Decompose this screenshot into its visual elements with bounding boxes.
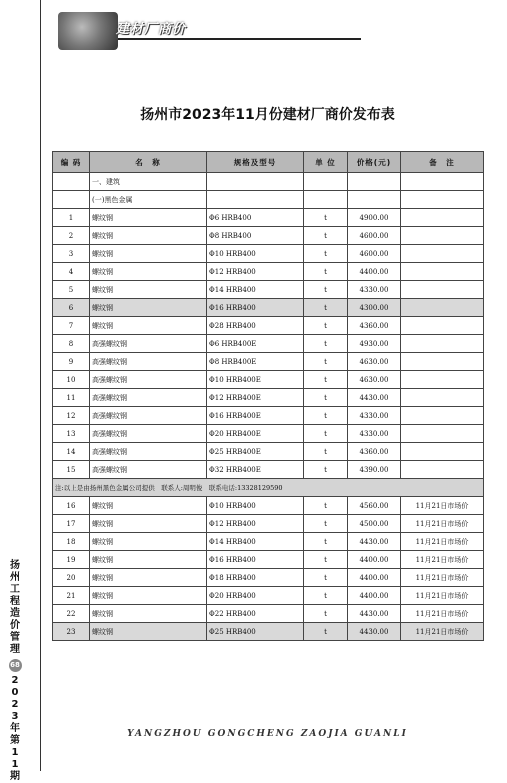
cell-spec: Φ32 HRB400E — [207, 461, 304, 479]
cell-unit: t — [304, 623, 348, 641]
cell-spec: Φ8 HRB400E — [207, 353, 304, 371]
table-row — [53, 587, 484, 605]
cell-price: 4400.00 — [348, 569, 401, 587]
cell-price: 4500.00 — [348, 515, 401, 533]
cell-name: 螺纹钢 — [90, 209, 207, 227]
magazine-name-char: 管 — [10, 632, 20, 643]
cell-code: 4 — [53, 263, 90, 281]
subcategory-blank — [348, 191, 401, 209]
cell-price: 4600.00 — [348, 227, 401, 245]
category-blank — [304, 173, 348, 191]
table-row — [53, 263, 484, 281]
table-header-row — [53, 152, 484, 173]
cell-unit: t — [304, 209, 348, 227]
cell-unit: t — [304, 407, 348, 425]
subcategory-blank — [53, 191, 90, 209]
cell-unit: t — [304, 461, 348, 479]
cell-name: 螺纹钢 — [90, 497, 207, 515]
cell-note: 11月21日市场价 — [401, 587, 484, 605]
cell-note: 11月21日市场价 — [401, 623, 484, 641]
table-body — [53, 173, 484, 641]
cell-code: 8 — [53, 335, 90, 353]
cell-name: 螺纹钢 — [90, 623, 207, 641]
cell-spec: Φ14 HRB400 — [207, 281, 304, 299]
table-row — [53, 605, 484, 623]
table-row — [53, 353, 484, 371]
cell-unit: t — [304, 569, 348, 587]
cell-name: 高强螺纹钢 — [90, 389, 207, 407]
cell-unit: t — [304, 335, 348, 353]
issue-char: 3 — [11, 711, 19, 722]
cell-unit: t — [304, 371, 348, 389]
cell-name: 螺纹钢 — [90, 281, 207, 299]
cell-spec: Φ16 HRB400 — [207, 299, 304, 317]
cell-unit: t — [304, 587, 348, 605]
col-header-unit: 单 位 — [304, 152, 348, 173]
cell-unit: t — [304, 227, 348, 245]
table-row — [53, 335, 484, 353]
table-row — [53, 497, 484, 515]
cell-unit: t — [304, 281, 348, 299]
cell-unit: t — [304, 533, 348, 551]
cell-code: 22 — [53, 605, 90, 623]
cell-note — [401, 227, 484, 245]
cell-spec: Φ12 HRB400E — [207, 389, 304, 407]
cell-note — [401, 371, 484, 389]
cell-price: 4930.00 — [348, 335, 401, 353]
table-row — [53, 407, 484, 425]
banner-rule — [118, 38, 361, 40]
table-row — [53, 317, 484, 335]
cell-spec: Φ10 HRB400 — [207, 497, 304, 515]
cell-price: 4600.00 — [348, 245, 401, 263]
cell-name: 高强螺纹钢 — [90, 461, 207, 479]
cell-note — [401, 281, 484, 299]
cell-spec: Φ6 HRB400E — [207, 335, 304, 353]
margin-rule — [40, 0, 41, 771]
cell-unit: t — [304, 497, 348, 515]
cell-price: 4400.00 — [348, 551, 401, 569]
table-row — [53, 569, 484, 587]
table-row — [53, 245, 484, 263]
category-blank — [207, 173, 304, 191]
cell-name: 螺纹钢 — [90, 569, 207, 587]
subcategory-blank — [401, 191, 484, 209]
magazine-name-char: 理 — [10, 644, 20, 655]
cell-unit: t — [304, 317, 348, 335]
table-row — [53, 443, 484, 461]
sidebar-vertical-title — [8, 560, 22, 783]
col-header-price: 价格(元) — [348, 152, 401, 173]
category-row — [53, 173, 484, 191]
cell-code: 15 — [53, 461, 90, 479]
cell-price: 4390.00 — [348, 461, 401, 479]
cell-spec: Φ16 HRB400E — [207, 407, 304, 425]
cell-name: 高强螺纹钢 — [90, 443, 207, 461]
magazine-name-char: 价 — [10, 620, 20, 631]
col-header-spec: 规格及型号 — [207, 152, 304, 173]
cell-note — [401, 245, 484, 263]
cell-price: 4400.00 — [348, 263, 401, 281]
cell-code: 11 — [53, 389, 90, 407]
issue-char: 1 — [11, 759, 19, 770]
cell-code: 14 — [53, 443, 90, 461]
subcategory-blank — [207, 191, 304, 209]
cell-note — [401, 407, 484, 425]
cell-name: 螺纹钢 — [90, 263, 207, 281]
cell-code: 12 — [53, 407, 90, 425]
cell-price: 4630.00 — [348, 353, 401, 371]
table-row — [53, 371, 484, 389]
cell-note — [401, 389, 484, 407]
cell-code: 5 — [53, 281, 90, 299]
magazine-name-char: 程 — [10, 596, 20, 607]
cell-unit: t — [304, 605, 348, 623]
cell-price: 4300.00 — [348, 299, 401, 317]
issue-label — [8, 675, 22, 783]
supplier-note: 注:以上是由扬州黑色金属公司提供 联系人:周明俊 联系电话:13328129590 — [53, 479, 484, 497]
cell-price: 4400.00 — [348, 587, 401, 605]
cell-spec: Φ16 HRB400 — [207, 551, 304, 569]
cell-price: 4360.00 — [348, 317, 401, 335]
cell-name: 高强螺纹钢 — [90, 353, 207, 371]
cell-spec: Φ18 HRB400 — [207, 569, 304, 587]
cell-unit: t — [304, 443, 348, 461]
cell-code: 1 — [53, 209, 90, 227]
cell-unit: t — [304, 299, 348, 317]
cell-spec: Φ10 HRB400E — [207, 371, 304, 389]
footer-text: YANGZHOU GONGCHENG ZAOJIA GUANLI — [127, 729, 408, 739]
table-row — [53, 461, 484, 479]
cell-note — [401, 443, 484, 461]
magazine-name-char: 工 — [10, 584, 20, 595]
cell-note — [401, 461, 484, 479]
subcategory-blank — [304, 191, 348, 209]
table-row — [53, 515, 484, 533]
table-row — [53, 551, 484, 569]
issue-char: 1 — [11, 747, 19, 758]
issue-char: 0 — [11, 687, 19, 698]
cell-code: 21 — [53, 587, 90, 605]
cell-unit: t — [304, 551, 348, 569]
table-row — [53, 227, 484, 245]
cell-spec: Φ20 HRB400 — [207, 587, 304, 605]
cell-code: 20 — [53, 569, 90, 587]
category-blank — [401, 173, 484, 191]
cell-price: 4330.00 — [348, 425, 401, 443]
cell-spec: Φ12 HRB400 — [207, 515, 304, 533]
cell-note — [401, 425, 484, 443]
cell-name: 高强螺纹钢 — [90, 371, 207, 389]
cell-code: 10 — [53, 371, 90, 389]
cell-price: 4630.00 — [348, 371, 401, 389]
cell-price: 4430.00 — [348, 605, 401, 623]
issue-char: 第 — [10, 735, 20, 746]
cell-code: 9 — [53, 353, 90, 371]
cell-spec: Φ14 HRB400 — [207, 533, 304, 551]
document-title: 扬州市2023年11月份建材厂商价发布表 — [140, 107, 395, 123]
cell-code: 19 — [53, 551, 90, 569]
cell-name: 高强螺纹钢 — [90, 335, 207, 353]
col-header-name: 名 称 — [90, 152, 207, 173]
cell-name: 螺纹钢 — [90, 317, 207, 335]
cell-spec: Φ12 HRB400 — [207, 263, 304, 281]
subcategory-row — [53, 191, 484, 209]
cell-spec: Φ8 HRB400 — [207, 227, 304, 245]
cell-unit: t — [304, 245, 348, 263]
supplier-note-row — [53, 479, 484, 497]
cell-name: 螺纹钢 — [90, 587, 207, 605]
cell-note — [401, 209, 484, 227]
col-header-code: 编 码 — [53, 152, 90, 173]
cell-note: 11月21日市场价 — [401, 551, 484, 569]
table-row — [53, 425, 484, 443]
cell-name: 高强螺纹钢 — [90, 425, 207, 443]
cell-code: 2 — [53, 227, 90, 245]
issue-char: 2 — [11, 699, 19, 710]
cell-spec: Φ25 HRB400E — [207, 443, 304, 461]
cell-code: 16 — [53, 497, 90, 515]
cell-name: 螺纹钢 — [90, 533, 207, 551]
issue-char: 年 — [10, 723, 20, 734]
page-number: 68 — [9, 659, 22, 672]
cell-price: 4330.00 — [348, 281, 401, 299]
col-header-note: 备 注 — [401, 152, 484, 173]
cell-price: 4330.00 — [348, 407, 401, 425]
cell-spec: Φ25 HRB400 — [207, 623, 304, 641]
cell-spec: Φ6 HRB400 — [207, 209, 304, 227]
cell-price: 4430.00 — [348, 389, 401, 407]
cell-note: 11月21日市场价 — [401, 497, 484, 515]
price-table — [52, 151, 484, 641]
cell-code: 7 — [53, 317, 90, 335]
cell-name: 螺纹钢 — [90, 551, 207, 569]
cell-spec: Φ22 HRB400 — [207, 605, 304, 623]
issue-char: 期 — [10, 771, 20, 782]
magazine-name — [8, 560, 22, 656]
magazine-name-char: 造 — [10, 608, 20, 619]
cell-name: 螺纹钢 — [90, 605, 207, 623]
cell-note — [401, 317, 484, 335]
banner-title: 建材厂商价 — [116, 22, 187, 37]
cell-code: 17 — [53, 515, 90, 533]
cell-name: 螺纹钢 — [90, 299, 207, 317]
cell-price: 4900.00 — [348, 209, 401, 227]
cell-unit: t — [304, 515, 348, 533]
cell-unit: t — [304, 425, 348, 443]
cell-name: 高强螺纹钢 — [90, 407, 207, 425]
table-row — [53, 281, 484, 299]
category-label: 一、建筑 — [90, 173, 207, 191]
cell-code: 3 — [53, 245, 90, 263]
category-blank — [53, 173, 90, 191]
cell-note — [401, 263, 484, 281]
cell-spec: Φ20 HRB400E — [207, 425, 304, 443]
category-blank — [348, 173, 401, 191]
magazine-name-char: 扬 — [10, 560, 20, 571]
banner-photo — [58, 12, 118, 50]
cell-name: 螺纹钢 — [90, 227, 207, 245]
cell-code: 6 — [53, 299, 90, 317]
cell-code: 13 — [53, 425, 90, 443]
cell-unit: t — [304, 389, 348, 407]
cell-spec: Φ28 HRB400 — [207, 317, 304, 335]
cell-name: 螺纹钢 — [90, 245, 207, 263]
subcategory-label: (一)黑色金属 — [90, 191, 207, 209]
cell-note: 11月21日市场价 — [401, 515, 484, 533]
cell-unit: t — [304, 353, 348, 371]
cell-name: 螺纹钢 — [90, 515, 207, 533]
magazine-name-char: 州 — [10, 572, 20, 583]
table-row — [53, 389, 484, 407]
cell-price: 4430.00 — [348, 623, 401, 641]
cell-price: 4430.00 — [348, 533, 401, 551]
cell-note: 11月21日市场价 — [401, 605, 484, 623]
cell-note — [401, 353, 484, 371]
cell-code: 23 — [53, 623, 90, 641]
header-banner — [58, 12, 303, 50]
table-row — [53, 209, 484, 227]
cell-note: 11月21日市场价 — [401, 533, 484, 551]
issue-char: 2 — [11, 675, 19, 686]
cell-code: 18 — [53, 533, 90, 551]
table-row — [53, 623, 484, 641]
cell-price: 4560.00 — [348, 497, 401, 515]
cell-note — [401, 299, 484, 317]
cell-unit: t — [304, 263, 348, 281]
table-row — [53, 299, 484, 317]
cell-note — [401, 335, 484, 353]
table-row — [53, 533, 484, 551]
cell-spec: Φ10 HRB400 — [207, 245, 304, 263]
cell-price: 4360.00 — [348, 443, 401, 461]
cell-note: 11月21日市场价 — [401, 569, 484, 587]
